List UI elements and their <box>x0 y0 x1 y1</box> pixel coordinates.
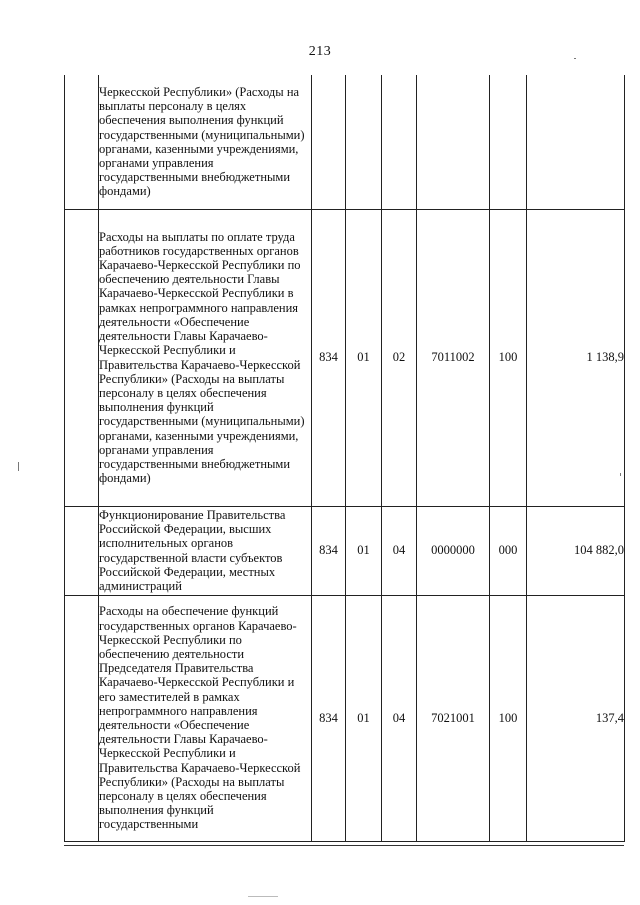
row-number-cell <box>65 506 99 595</box>
expense-type-cell <box>490 75 527 209</box>
subsection-code-cell <box>382 75 417 209</box>
subsection-code-cell: 04 <box>382 506 417 595</box>
table-row <box>65 209 625 506</box>
page-number: 213 <box>308 44 332 59</box>
subsection-code-cell: 04 <box>382 595 417 841</box>
amount-cell: 104 882,0 <box>527 506 625 595</box>
amount-cell: 137,4 <box>527 595 625 841</box>
amount-cell: 1 138,9 <box>527 209 625 506</box>
target-article-cell: 7021001 <box>417 595 490 841</box>
section-code-cell: 01 <box>346 209 382 506</box>
ministry-code-cell <box>312 75 346 209</box>
section-code-cell: 01 <box>346 506 382 595</box>
amount-cell <box>527 75 625 209</box>
row-number-cell <box>65 595 99 841</box>
table-bottom-rule <box>64 845 624 846</box>
ministry-code-cell: 834 <box>312 595 346 841</box>
section-code-cell <box>346 75 382 209</box>
budget-table <box>64 75 625 842</box>
scan-speck <box>574 58 576 59</box>
table-row <box>65 506 625 595</box>
expense-type-cell: 100 <box>490 595 527 841</box>
ministry-code-cell: 834 <box>312 209 346 506</box>
scan-speck <box>18 462 19 471</box>
expense-name: Черкесской Республики» (Расходы на выплаты персоналу в целях обеспечения выполнения функций государственными (муниципальными) органами, казенными учреждениями, органами управления государственными внебюджетными фондами) <box>99 84 305 199</box>
expense-name-cell <box>99 209 312 506</box>
expense-type-cell: 100 <box>490 209 527 506</box>
expense-name: Расходы на выплаты по оплате труда работников государственных органов Карачаево-Черкесской Республики по обеспечению деятельности Главы Карачаево-Черкесской Республики в рамках непрограммного направления деятельности «Обеспечение деятельности Главы Карачаево-Черкесской Республики и Правительства Карачаево-Черкесской Республики» (Расходы на выплаты персоналу в целях обеспечения выполнения функций государственными (муниципальными) органами, казенными учреждениями, органами управления государственными внебюджетными фондами) <box>99 229 305 486</box>
expense-name: Расходы на обеспечение функций государственных органов Карачаево-Черкесской Республики по обеспечению деятельности Председателя Правительства Карачаево-Черкесской Республики и его заместителей в рамках непрограммного направления деятельности «Обеспечение деятельности Главы Карачаево-Черкесской Республики и Правительства Карачаево-Черкесской Республики» (Расходы на выплаты персоналу в целях обеспечения выполнения функций государственными <box>99 604 301 832</box>
section-code-cell: 01 <box>346 595 382 841</box>
scan-speck <box>248 896 278 897</box>
target-article-cell: 7011002 <box>417 209 490 506</box>
table-row <box>65 595 625 841</box>
row-number-cell <box>65 209 99 506</box>
table-row <box>65 75 625 209</box>
target-article-cell: 0000000 <box>417 506 490 595</box>
expense-name-cell <box>99 506 312 595</box>
expense-type-cell: 000 <box>490 506 527 595</box>
scan-speck <box>620 473 621 476</box>
target-article-cell <box>417 75 490 209</box>
subsection-code-cell: 02 <box>382 209 417 506</box>
ministry-code-cell: 834 <box>312 506 346 595</box>
expense-name-cell <box>99 595 312 841</box>
expense-name: Функционирование Правительства Российской Федерации, высших исполнительных органов государственной власти субъектов Российской Федерации, местных администраций <box>99 507 286 593</box>
expense-name-cell <box>99 75 312 209</box>
row-number-cell <box>65 75 99 209</box>
